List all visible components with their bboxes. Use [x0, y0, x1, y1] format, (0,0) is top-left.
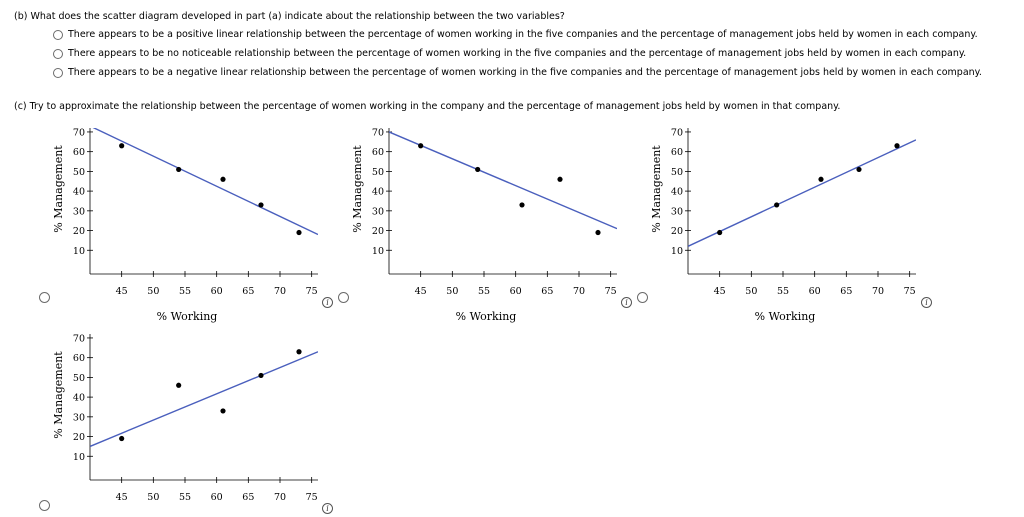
fit-line [90, 352, 318, 447]
x-tick-label: 55 [178, 492, 192, 503]
radio-positive[interactable] [53, 30, 63, 40]
y-tick-label: 40 [371, 186, 384, 198]
y-tick-label: 20 [371, 226, 384, 238]
fit-line [90, 126, 318, 234]
x-tick-label: 60 [210, 492, 223, 503]
y-tick-label: 40 [72, 186, 85, 198]
part-b-question: (b) What does the scatter diagram developed in part (a) indicate about the relationship between the two variables? [14, 11, 565, 22]
data-point [176, 167, 181, 172]
y-tick-label: 70 [72, 127, 85, 139]
option-none-label: There appears to be no noticeable relationship between the percentage of women working in the five companies and the percentage of management jobs held by women in each company. [68, 48, 967, 59]
y-tick-label: 60 [371, 147, 384, 159]
y-tick-label: 60 [72, 353, 85, 365]
y-tick-label: 30 [72, 206, 85, 218]
data-point [119, 143, 124, 148]
y-tick-label: 60 [670, 147, 683, 159]
y-tick-label: 70 [670, 127, 683, 139]
data-point [774, 202, 779, 207]
x-tick-label: 75 [305, 286, 318, 297]
data-point [557, 177, 562, 182]
x-tick-label: 45 [713, 286, 726, 297]
option-negative-label: There appears to be a negative linear relationship between the percentage of women working in the five companies and the percentage of management jobs held by women in each company. [68, 67, 982, 78]
chart-d-radio[interactable] [39, 500, 50, 511]
y-tick-label: 50 [670, 166, 683, 178]
data-point [220, 177, 225, 182]
y-tick-label: 20 [670, 226, 683, 238]
x-tick-label: 55 [776, 286, 790, 297]
radio-none[interactable] [53, 49, 63, 59]
x-tick-label: 70 [273, 286, 287, 297]
part-c-question: (c) Try to approximate the relationship between the percentage of women working in the company and the percentage of management jobs held by women in that company. [14, 101, 841, 112]
chart-a-radio[interactable] [39, 292, 50, 303]
y-tick-label: 40 [670, 186, 683, 198]
data-point [258, 373, 263, 378]
y-tick-label: 30 [670, 206, 683, 218]
y-tick-label: 70 [371, 127, 384, 139]
data-point [595, 230, 600, 235]
chart-c [648, 124, 928, 323]
data-point [258, 202, 263, 207]
data-point [519, 202, 524, 207]
y-tick-label: 10 [670, 245, 683, 257]
y-axis-label: % Management [351, 145, 364, 233]
data-point [220, 408, 225, 413]
x-tick-label: 60 [808, 286, 821, 297]
y-tick-label: 50 [72, 166, 85, 178]
x-tick-label: 75 [305, 492, 318, 503]
chart-b-radio[interactable] [338, 292, 349, 303]
x-tick-label: 50 [745, 286, 758, 297]
y-axis-label: % Management [52, 351, 65, 439]
x-tick-label: 65 [242, 286, 255, 297]
chart-c-info-icon[interactable]: i [921, 297, 932, 308]
chart-b [349, 124, 629, 323]
data-point [717, 230, 722, 235]
y-tick-label: 70 [72, 333, 85, 345]
x-tick-label: 60 [509, 286, 522, 297]
x-axis-label: % Working [156, 310, 218, 323]
x-tick-label: 60 [210, 286, 223, 297]
x-tick-label: 65 [541, 286, 554, 297]
fit-line [389, 132, 617, 229]
x-tick-label: 50 [147, 286, 160, 297]
y-tick-label: 50 [72, 372, 85, 384]
option-positive[interactable] [53, 29, 978, 40]
y-tick-label: 10 [72, 451, 85, 463]
data-point [818, 177, 823, 182]
y-tick-label: 60 [72, 147, 85, 159]
chart-a-info-icon[interactable]: i [322, 297, 333, 308]
y-axis-label: % Management [650, 145, 663, 233]
y-tick-label: 30 [371, 206, 384, 218]
data-point [176, 383, 181, 388]
x-tick-label: 75 [604, 286, 617, 297]
data-point [475, 167, 480, 172]
x-tick-label: 45 [414, 286, 427, 297]
chart-d-info-icon[interactable]: i [322, 503, 333, 514]
y-tick-label: 30 [72, 412, 85, 424]
chart-d [50, 330, 330, 515]
data-point [418, 143, 423, 148]
data-point [296, 349, 301, 354]
y-tick-label: 50 [371, 166, 384, 178]
y-tick-label: 20 [72, 226, 85, 238]
data-point [856, 167, 861, 172]
fit-line [688, 140, 916, 247]
data-point [119, 436, 124, 441]
option-positive-label: There appears to be a positive linear relationship between the percentage of women working in the five companies and the percentage of management jobs held by women in each company. [68, 29, 978, 40]
x-tick-label: 65 [242, 492, 255, 503]
y-tick-label: 40 [72, 392, 85, 404]
data-point [894, 143, 899, 148]
x-tick-label: 75 [903, 286, 916, 297]
option-negative[interactable] [53, 67, 982, 78]
data-point [296, 230, 301, 235]
x-tick-label: 55 [178, 286, 192, 297]
y-tick-label: 20 [72, 432, 85, 444]
radio-negative[interactable] [53, 68, 63, 78]
x-tick-label: 70 [871, 286, 885, 297]
x-tick-label: 45 [115, 492, 128, 503]
chart-b-info-icon[interactable]: i [621, 297, 632, 308]
x-tick-label: 55 [477, 286, 491, 297]
y-tick-label: 10 [72, 245, 85, 257]
x-tick-label: 45 [115, 286, 128, 297]
x-tick-label: 50 [147, 492, 160, 503]
x-tick-label: 50 [446, 286, 459, 297]
x-axis-label: % Working [455, 310, 517, 323]
chart-c-radio[interactable] [637, 292, 648, 303]
option-none[interactable] [53, 48, 966, 59]
x-axis-label: % Working [754, 310, 816, 323]
x-tick-label: 65 [840, 286, 853, 297]
x-tick-label: 70 [572, 286, 586, 297]
y-tick-label: 10 [371, 245, 384, 257]
x-tick-label: 70 [273, 492, 287, 503]
y-axis-label: % Management [52, 145, 65, 233]
chart-a [50, 124, 330, 323]
